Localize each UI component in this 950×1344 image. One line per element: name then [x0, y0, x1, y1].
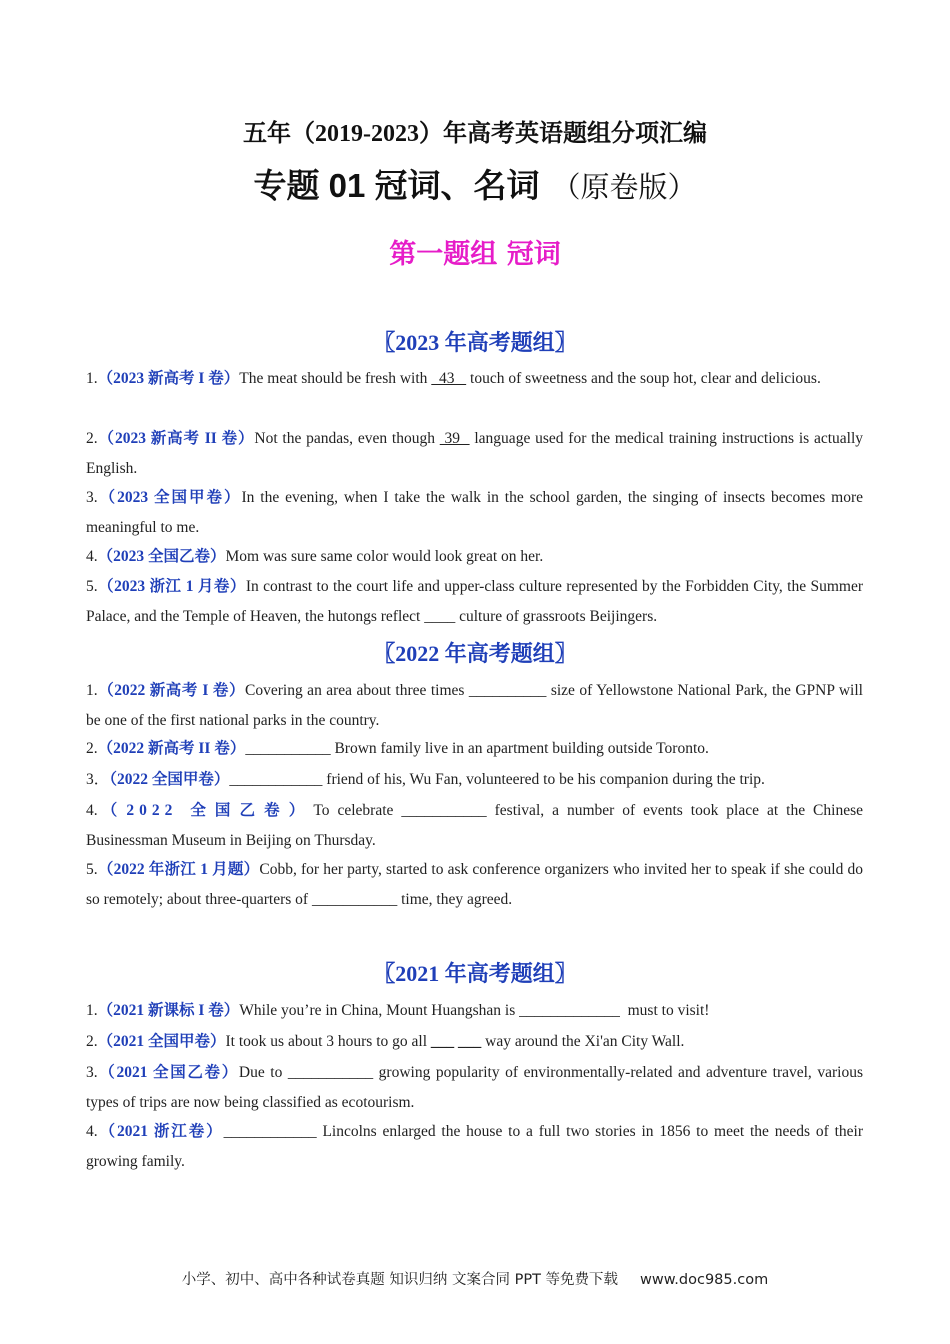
- answer-blank: ____________: [229, 771, 323, 788]
- footer-text: 小学、初中、高中各种试卷真题 知识归纳 文案合同 PPT 等免费下载: [181, 1272, 619, 1288]
- question-source-tag: （2022 年浙江 1 月题）: [97, 861, 260, 878]
- question-text: Covering an area about three times: [245, 682, 469, 699]
- question-number: 2.: [86, 740, 98, 757]
- document-subtitle: [0, 160, 950, 207]
- question-text: Due to: [238, 1064, 288, 1081]
- question-text: In the evening, when I take the walk in the school garden, the singing of insects becomes more meaningful to me.: [86, 489, 863, 536]
- section-heading-2023: 〖2023 年高考题组〗: [373, 330, 577, 355]
- question-text: Cobb, for her party, started to ask conference organizers who invited her to speak if she could do so remotely; about three-quarters of: [86, 861, 863, 908]
- question-number: 4.: [86, 548, 98, 565]
- question-item: [86, 734, 863, 764]
- question-source-tag: （2023 新高考 II 卷）: [97, 430, 255, 447]
- question-item: [86, 765, 863, 795]
- question-text: While you’re in China, Mount Huangshan is: [239, 1002, 520, 1019]
- question-source-tag: （2022 新高考 II 卷）: [97, 740, 246, 757]
- page-footer: [0, 1268, 950, 1289]
- question-item: [86, 855, 863, 914]
- question-text: size of Yellowstone National Park, the GPNP will be one of the first national parks in the country.: [86, 682, 863, 729]
- question-source-tag: （2021 新课标 I 卷）: [97, 1002, 240, 1019]
- group-title: 第一题组 冠词: [389, 239, 561, 270]
- question-text: Brown family live in an apartment building outside Toronto.: [330, 740, 709, 757]
- question-number: 4.: [86, 1123, 98, 1140]
- question-text: festival, a number of events took place at the Chinese Businessman Museum in Beijing on Thursday.: [86, 802, 863, 849]
- question-number: 2.: [86, 430, 98, 447]
- question-item: [86, 1117, 863, 1176]
- question-item: [86, 572, 863, 631]
- question-number: 1.: [86, 1002, 98, 1019]
- question-item: [86, 796, 863, 855]
- answer-blank: ___________: [287, 1064, 374, 1081]
- question-text: In contrast to the court life and upper-class culture represented by the Forbidden City, the Summer Palace, and the Temple of Heaven, the hutongs reflect: [86, 578, 863, 625]
- answer-blank: 39: [439, 430, 470, 447]
- subtitle-edition: （原卷版）: [551, 170, 697, 204]
- question-item: [86, 542, 863, 572]
- question-item: [86, 424, 863, 483]
- question-text: way around the Xi'an City Wall.: [481, 1033, 685, 1050]
- question-item: [86, 676, 863, 735]
- answer-blank: ___________: [401, 802, 487, 819]
- answer-blank: ____________: [223, 1123, 317, 1140]
- question-text: language used for the medical training instructions is actually English.: [86, 430, 863, 477]
- question-text: The meat should be fresh with: [239, 370, 432, 387]
- question-text: Lincolns enlarged the house to a full two stories in 1856 to meet the needs of their growing family.: [86, 1123, 863, 1170]
- question-item: [86, 364, 863, 394]
- question-text: Not the pandas, even though: [254, 430, 440, 447]
- question-number: 3.: [86, 1064, 98, 1081]
- question-source-tag: （2021 全国甲卷）: [97, 1033, 226, 1050]
- question-text: time, they agreed.: [397, 890, 513, 908]
- question-text: culture of grassroots Beijingers.: [455, 607, 658, 625]
- question-text: It took us about 3 hours to go all: [225, 1033, 431, 1050]
- question-source-tag: （2023 新高考 I 卷）: [97, 370, 240, 387]
- question-source-tag: （2021 浙江卷）: [97, 1123, 224, 1140]
- subtitle-main: 专题 01 冠词、名词: [253, 167, 540, 204]
- footer-site-link[interactable]: www.doc985.com: [640, 1272, 769, 1288]
- question-text: Mom was sure same color would look great on her.: [225, 548, 544, 565]
- question-source-tag: （2023 全国甲卷）: [97, 489, 242, 506]
- answer-blank: ___________: [311, 890, 398, 908]
- question-source-tag: （2022 新高考 I 卷）: [97, 682, 246, 699]
- answer-blank: _____________: [519, 1002, 620, 1019]
- answer-blank: ___ ___: [430, 1033, 482, 1050]
- question-text: touch of sweetness and the soup hot, clear and delicious.: [466, 370, 821, 387]
- question-number: 1.: [86, 682, 98, 699]
- question-source-tag: （2023 浙江 1 月卷）: [97, 578, 246, 595]
- answer-blank: ___________: [245, 740, 331, 757]
- question-source-tag: （2023 全国乙卷）: [97, 548, 226, 565]
- question-item: [86, 1058, 863, 1117]
- question-text: must to visit!: [619, 1002, 710, 1019]
- question-item: [86, 1027, 863, 1057]
- document-title: 五年（2019-2023）年高考英语题组分项汇编: [243, 121, 707, 147]
- question-item: [86, 996, 863, 1026]
- question-text: growing popularity of environmentally-related and adventure travel, various types of trips are now being classified as ecotourism.: [86, 1064, 863, 1111]
- question-text: To celebrate: [313, 802, 402, 819]
- question-source-tag: （2022 全国甲卷）: [109, 771, 230, 788]
- question-source-tag: （2022 全国乙卷）: [97, 802, 314, 819]
- answer-blank: 43: [431, 370, 467, 387]
- answer-blank: ____: [424, 607, 456, 625]
- question-number: 2.: [86, 1033, 98, 1050]
- section-heading-2022: 〖2022 年高考题组〗: [373, 641, 577, 666]
- question-item: [86, 483, 863, 542]
- question-number: 5.: [86, 861, 98, 878]
- answer-blank: __________: [468, 682, 547, 699]
- question-number: 4.: [86, 802, 98, 819]
- question-number: 1.: [86, 370, 98, 387]
- question-text: friend of his, Wu Fan, volunteered to be his companion during the trip.: [322, 771, 765, 788]
- question-number: 3.: [86, 489, 98, 506]
- question-number: 5.: [86, 578, 98, 595]
- question-source-tag: （2021 全国乙卷）: [97, 1064, 239, 1081]
- question-number: 3．: [86, 771, 110, 788]
- section-heading-2021: 〖2021 年高考题组〗: [373, 961, 577, 986]
